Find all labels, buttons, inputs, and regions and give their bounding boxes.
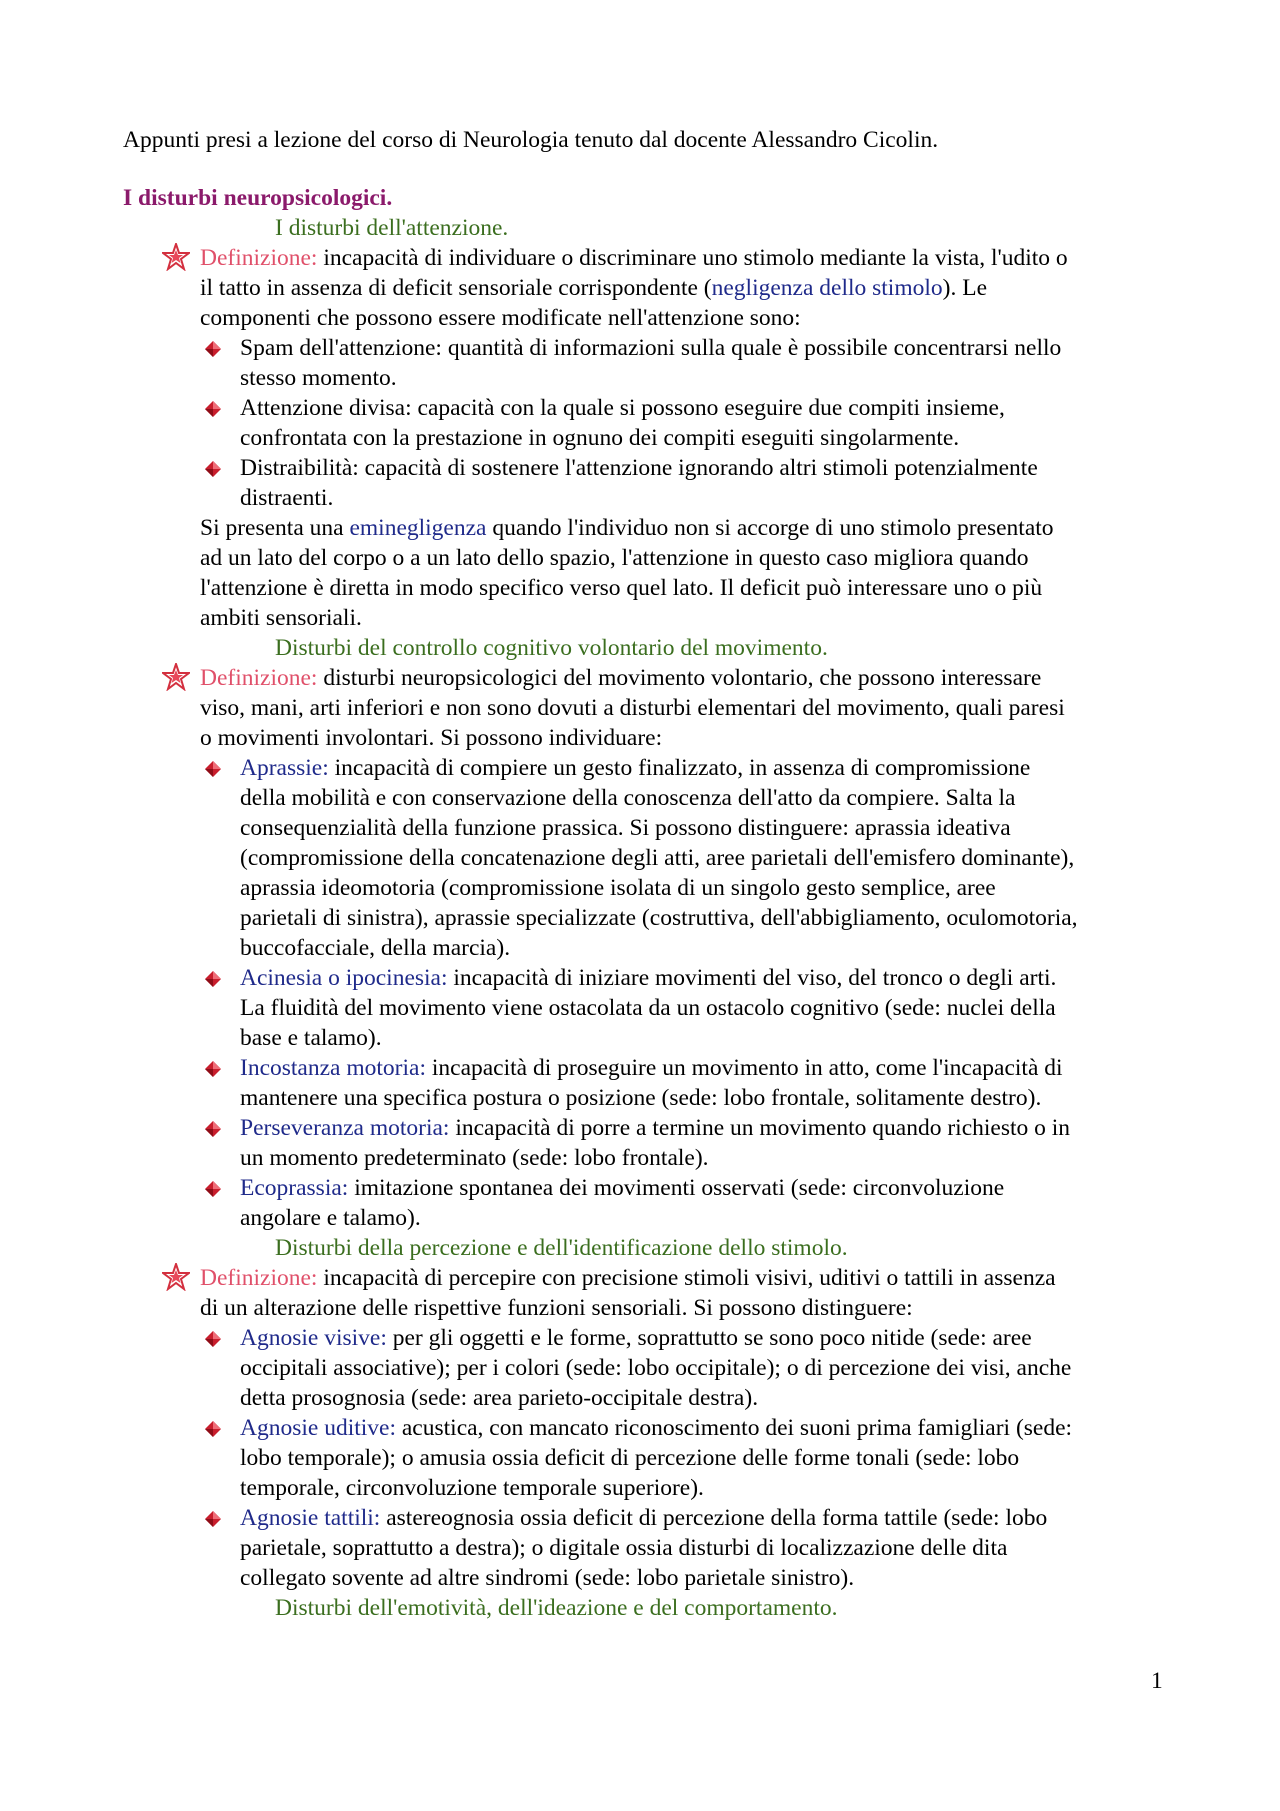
- bullet-diamond-icon: [203, 459, 223, 479]
- list-item: Spam dell'attenzione: quantità di informazioni sulla quale è possibile concentrarsi nello: [240, 335, 1062, 361]
- section-heading-perception: Disturbi della percezione e dell'identificazione dello stimolo.: [275, 1235, 848, 1261]
- text-line: componenti che possono essere modificate nell'attenzione sono:: [200, 305, 801, 331]
- text-line: temporale, circonvoluzione temporale superiore).: [240, 1475, 704, 1501]
- term-incostanza: Incostanza motoria:: [240, 1055, 426, 1081]
- page-title: I disturbi neuropsicologici.: [123, 185, 393, 211]
- section-heading-emotion: Disturbi dell'emotività, dell'ideazione e del comportamento.: [275, 1595, 838, 1621]
- text-line: base e talamo).: [240, 1025, 382, 1051]
- bullet-diamond-icon: [203, 1119, 223, 1139]
- bullet-diamond-icon: [203, 759, 223, 779]
- term-aprassie: Aprassie:: [240, 755, 329, 781]
- text-line: mantenere una specifica postura o posizione (sede: lobo frontale, solitamente destro).: [240, 1085, 1042, 1111]
- star-icon: [162, 663, 190, 691]
- intro-text: Appunti presi a lezione del corso di Neurologia tenuto dal docente Alessandro Cicolin.: [123, 127, 939, 153]
- bullet-diamond-icon: [203, 1329, 223, 1349]
- list-item: Agnosie uditive: acustica, con mancato riconoscimento dei suoni prima famigliari (sede:: [240, 1415, 1073, 1441]
- list-item: Perseveranza motoria: incapacità di porre a termine un movimento quando richiesto o in: [240, 1115, 1071, 1141]
- text-line: buccofacciale, della marcia).: [240, 935, 511, 961]
- page-number: 1: [1151, 1668, 1163, 1694]
- star-icon: [162, 1263, 190, 1291]
- text-line: confrontata con la prestazione in ognuno dei compiti eseguiti singolarmente.: [240, 425, 960, 451]
- term-negligenza: negligenza dello stimolo: [711, 275, 943, 301]
- text-line: parietali di sinistra), aprassie specializzate (costruttiva, dell'abbigliamento, oculomotoria,: [240, 905, 1078, 931]
- term-ecoprassia: Ecoprassia:: [240, 1175, 349, 1201]
- list-item: Incostanza motoria: incapacità di proseguire un movimento in atto, come l'incapacità di: [240, 1055, 1063, 1081]
- text-line: o movimenti involontari. Si possono individuare:: [200, 725, 663, 751]
- list-item: Agnosie visive: per gli oggetti e le forme, soprattutto se sono poco nitide (sede: aree: [240, 1325, 1032, 1351]
- bullet-diamond-icon: [203, 1179, 223, 1199]
- text-line: parietale, soprattutto a destra); o digitale ossia disturbi di localizzazione delle dita: [240, 1535, 1008, 1561]
- text-line: occipitali associative); per i colori (sede: lobo occipitale); o di percezione dei visi, anche: [240, 1355, 1072, 1381]
- bullet-diamond-icon: [203, 399, 223, 419]
- bullet-diamond-icon: [203, 1419, 223, 1439]
- text-line: di un alterazione delle rispettive funzioni sensoriali. Si possono distinguere:: [200, 1295, 913, 1321]
- text-line: aprassia ideomotoria (compromissione isolata di un singolo gesto semplice, aree: [240, 875, 996, 901]
- paragraph-eminegligenza: Si presenta una eminegligenza quando l'individuo non si accorge di uno stimolo presentato: [200, 515, 1054, 541]
- text-line: viso, mani, arti inferiori e non sono dovuti a disturbi elementari del movimento, quali paresi: [200, 695, 1065, 721]
- text-line: consequenzialità della funzione prassica. Si possono distinguere: aprassia ideativa: [240, 815, 1011, 841]
- definition-movement: Definizione: disturbi neuropsicologici del movimento volontario, che possono interessare: [200, 665, 1042, 691]
- text-line: stesso momento.: [240, 365, 397, 391]
- section-heading-attention: I disturbi dell'attenzione.: [275, 215, 509, 241]
- list-item: Agnosie tattili: astereognosia ossia deficit di percezione della forma tattile (sede: lobo: [240, 1505, 1048, 1531]
- star-icon: [162, 243, 190, 271]
- list-item: Distraibilità: capacità di sostenere l'attenzione ignorando altri stimoli potenzialmente: [240, 455, 1038, 481]
- text-line: collegato sovente ad altre sindromi (sede: lobo parietale sinistro).: [240, 1565, 855, 1591]
- bullet-diamond-icon: [203, 339, 223, 359]
- text-line: l'attenzione è diretta in modo specifico verso quel lato. Il deficit può interessare uno o più: [200, 575, 1043, 601]
- text-line: ad un lato del corpo o a un lato dello spazio, l'attenzione in questo caso migliora quando: [200, 545, 1029, 571]
- term-perseveranza: Perseveranza motoria:: [240, 1115, 450, 1141]
- text-line: lobo temporale); o amusia ossia deficit di percezione delle forme tonali (sede: lobo: [240, 1445, 1020, 1471]
- list-item: Attenzione divisa: capacità con la quale si possono eseguire due compiti insieme,: [240, 395, 1005, 421]
- term-agnosie-uditive: Agnosie uditive:: [240, 1415, 396, 1441]
- text-line: il tatto in assenza di deficit sensoriale corrispondente (negligenza dello stimolo). Le: [200, 275, 988, 301]
- text-line: detta prosognosia (sede: area parieto-occipitale destra).: [240, 1385, 759, 1411]
- term-agnosie-visive: Agnosie visive:: [240, 1325, 387, 1351]
- definition-label: Definizione:: [200, 245, 318, 271]
- term-eminegligenza: eminegligenza: [349, 515, 487, 541]
- text-line: della mobilità e con conservazione della conoscenza dell'atto da compiere. Salta la: [240, 785, 1016, 811]
- list-item: Acinesia o ipocinesia: incapacità di iniziare movimenti del viso, del tronco o degli arti.: [240, 965, 1057, 991]
- text-line: (compromissione della concatenazione degli atti, aree parietali dell'emisfero dominante),: [240, 845, 1075, 871]
- section-heading-movement: Disturbi del controllo cognitivo volontario del movimento.: [275, 635, 828, 661]
- text-line: distraenti.: [240, 485, 334, 511]
- bullet-diamond-icon: [203, 969, 223, 989]
- definition-label: Definizione:: [200, 1265, 318, 1291]
- bullet-diamond-icon: [203, 1059, 223, 1079]
- text-line: angolare e talamo).: [240, 1205, 421, 1231]
- definition-attention: Definizione: incapacità di individuare o discriminare uno stimolo mediante la vista, l'udito o: [200, 245, 1068, 271]
- list-item: Aprassie: incapacità di compiere un gesto finalizzato, in assenza di compromissione: [240, 755, 1031, 781]
- bullet-diamond-icon: [203, 1509, 223, 1529]
- text-line: un momento predeterminato (sede: lobo frontale).: [240, 1145, 709, 1171]
- definition-label: Definizione:: [200, 665, 318, 691]
- text-line: La fluidità del movimento viene ostacolata da un ostacolo cognitivo (sede: nuclei della: [240, 995, 1056, 1021]
- text-line: ambiti sensoriali.: [200, 605, 362, 631]
- term-agnosie-tattili: Agnosie tattili:: [240, 1505, 381, 1531]
- list-item: Ecoprassia: imitazione spontanea dei movimenti osservati (sede: circonvoluzione: [240, 1175, 1005, 1201]
- term-acinesia: Acinesia o ipocinesia:: [240, 965, 448, 991]
- definition-perception: Definizione: incapacità di percepire con precisione stimoli visivi, uditivi o tattili in assenza: [200, 1265, 1056, 1291]
